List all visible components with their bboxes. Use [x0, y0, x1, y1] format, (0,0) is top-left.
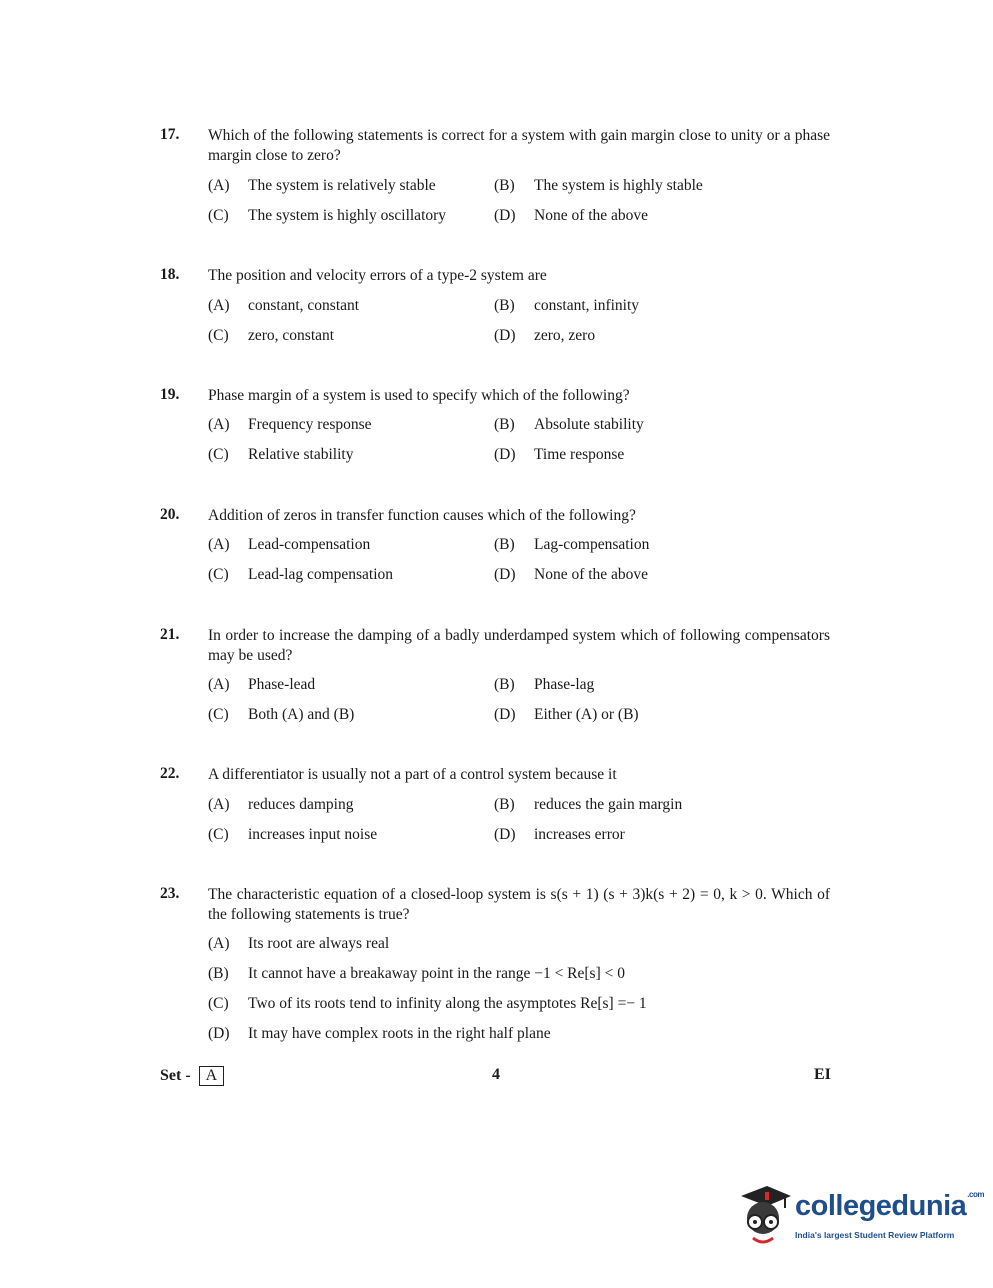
question-text: A differentiator is usually not a part of a control system because it [208, 766, 617, 783]
question-number: 23. [160, 885, 180, 902]
option-label: (B) [494, 177, 515, 194]
option-text: Lead-compensation [248, 536, 371, 553]
option-label: (D) [494, 207, 516, 224]
option-label: (B) [208, 965, 229, 982]
question-number: 20. [160, 506, 180, 523]
option-text: zero, zero [534, 327, 596, 344]
option-label: (A) [208, 676, 230, 693]
option-label: (D) [494, 327, 516, 344]
option-text: increases input noise [248, 826, 378, 843]
option-text: Lag-compensation [534, 536, 650, 553]
question-text: Phase margin of a system is used to specify which of the following? [208, 387, 630, 404]
page-number: 4 [492, 1066, 500, 1083]
option-text: None of the above [534, 566, 649, 583]
option-b [494, 796, 682, 814]
option-d [208, 1025, 551, 1043]
subject-code: EI [814, 1066, 831, 1083]
option-text: constant, constant [248, 297, 360, 314]
mascot-icon [735, 1182, 795, 1252]
option-text: The system is highly stable [534, 177, 703, 194]
option-b [208, 965, 625, 983]
question-text: Addition of zeros in transfer function causes which of the following? [208, 507, 636, 524]
option-text: Lead-lag compensation [248, 566, 394, 583]
option-label: (B) [494, 416, 515, 433]
question-text: The characteristic equation of a closed-loop system is s(s + 1) (s + 3)k(s + 2) = 0, k > 0. Which of the following statements is true? [208, 886, 830, 923]
option-text: zero, constant [248, 327, 335, 344]
option-label: (C) [208, 706, 229, 723]
option-c [208, 327, 334, 345]
logo-wordmark: collegedunia$^{.com}$ [795, 1190, 984, 1222]
option-label: (A) [208, 177, 230, 194]
option-label: (C) [208, 446, 229, 463]
option-label: (C) [208, 207, 229, 224]
option-text: Its root are always real [248, 935, 390, 952]
option-text: Either (A) or (B) [534, 706, 639, 723]
option-label: (C) [208, 327, 229, 344]
question-number: 21. [160, 626, 180, 643]
option-d [494, 826, 625, 844]
option-text: Time response [534, 446, 625, 463]
question-number: 22. [160, 765, 180, 782]
option-text: It cannot have a breakaway point in the range −1 < Re[s] < 0 [248, 965, 625, 982]
option-c [208, 995, 647, 1013]
option-b [494, 177, 703, 195]
question-number: 18. [160, 266, 180, 283]
option-a [208, 177, 436, 195]
question-text: Which of the following statements is correct for a system with gain margin close to unity or a phase margin close to zero? [208, 127, 830, 164]
option-c [208, 706, 354, 724]
option-label: (C) [208, 566, 229, 583]
option-label: (B) [494, 297, 515, 314]
option-label: (B) [494, 536, 515, 553]
option-label: (D) [208, 1025, 230, 1042]
set-indicator [160, 1066, 224, 1086]
option-d [494, 706, 639, 724]
option-text: increases error [534, 826, 625, 843]
option-label: (D) [494, 826, 516, 843]
option-b [494, 676, 594, 694]
option-label: (A) [208, 796, 230, 813]
option-d [494, 566, 648, 584]
collegedunia-logo [735, 1182, 984, 1252]
option-text: The system is highly oscillatory [248, 207, 447, 224]
option-text: None of the above [534, 207, 649, 224]
option-label: (A) [208, 416, 230, 433]
option-label: (B) [494, 676, 515, 693]
option-a [208, 297, 359, 315]
option-text: Absolute stability [534, 416, 644, 433]
option-c [208, 207, 446, 225]
option-label: (D) [494, 566, 516, 583]
option-a [208, 796, 353, 814]
option-text: reduces damping [248, 796, 354, 813]
option-label: (A) [208, 536, 230, 553]
option-b [494, 536, 649, 554]
option-d [494, 207, 648, 225]
option-label: (C) [208, 826, 229, 843]
option-d [494, 446, 624, 464]
option-d [494, 327, 595, 345]
option-text: Phase-lag [534, 676, 595, 693]
option-text: constant, infinity [534, 297, 640, 314]
option-a [208, 416, 372, 434]
option-text: Both (A) and (B) [248, 706, 355, 723]
option-text: reduces the gain margin [534, 796, 683, 813]
question-number: 19. [160, 386, 180, 403]
set-value: A [199, 1066, 225, 1086]
logo-suffix: .com [967, 1190, 984, 1199]
logo-tagline: India's largest Student Review Platform [795, 1230, 955, 1240]
option-c [208, 826, 377, 844]
option-text: Relative stability [248, 446, 354, 463]
option-a [208, 935, 389, 953]
option-label: (A) [208, 935, 230, 952]
option-c [208, 566, 393, 584]
option-text: Frequency response [248, 416, 372, 433]
option-text: The system is relatively stable [248, 177, 436, 194]
option-label: (A) [208, 297, 230, 314]
question-text: The position and velocity errors of a type-2 system are [208, 267, 547, 284]
question-number: 17. [160, 126, 180, 143]
option-label: (C) [208, 995, 229, 1012]
option-a [208, 676, 315, 694]
option-text: Two of its roots tend to infinity along the asymptotes Re[s] =− 1 [248, 995, 647, 1012]
option-text: It may have complex roots in the right half plane [248, 1025, 551, 1042]
question-text: In order to increase the damping of a badly underdamped system which of following compensators may be used? [208, 627, 830, 664]
option-a [208, 536, 370, 554]
option-label: (B) [494, 796, 515, 813]
option-b [494, 297, 639, 315]
option-b [494, 416, 644, 434]
option-text: Phase-lead [248, 676, 316, 693]
option-label: (D) [494, 706, 516, 723]
option-c [208, 446, 353, 464]
option-label: (D) [494, 446, 516, 463]
set-label: Set - [160, 1067, 191, 1084]
